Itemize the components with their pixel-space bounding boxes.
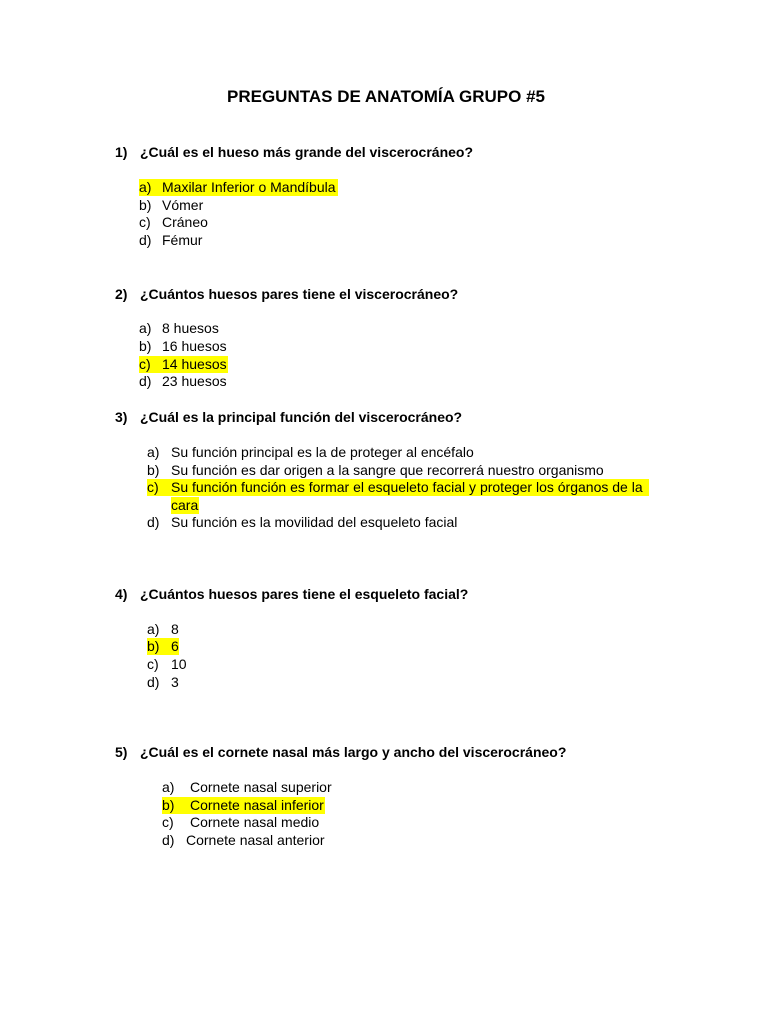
- option-text: Su función función es formar el esqueleto facial y proteger los órganos de la: [171, 479, 643, 495]
- option-text: Fémur: [162, 232, 203, 248]
- option-letter: a): [147, 444, 160, 460]
- question-number: 3): [115, 409, 128, 425]
- question-text: ¿Cuántos huesos pares tiene el viscerocráneo?: [140, 286, 459, 302]
- option-letter: c): [147, 479, 159, 495]
- answer-option-correct: [139, 179, 338, 196]
- option-text: Su función es dar origen a la sangre que recorrerá nuestro organismo: [171, 462, 604, 478]
- option-text: Su función principal es la de proteger al encéfalo: [171, 444, 474, 460]
- question-text: ¿Cuál es el hueso más grande del viscerocráneo?: [140, 144, 474, 160]
- option-letter: c): [139, 214, 151, 230]
- option-letter: c): [139, 356, 151, 372]
- question-number: 5): [115, 744, 128, 760]
- option-letter: a): [139, 179, 152, 195]
- answer-option-continuation: [171, 497, 199, 514]
- option-letter: a): [147, 621, 160, 637]
- option-letter: a): [139, 320, 152, 336]
- answer-option-correct: [147, 638, 179, 655]
- question-text: ¿Cuál es el cornete nasal más largo y ancho del viscerocráneo?: [140, 744, 567, 760]
- option-letter: d): [162, 832, 175, 848]
- option-letter: b): [147, 462, 160, 478]
- option-text: Cornete nasal medio: [190, 814, 320, 830]
- option-text: Maxilar Inferior o Mandíbula: [162, 179, 336, 195]
- option-text: 23 huesos: [162, 373, 227, 389]
- answer-option-correct: [147, 479, 649, 496]
- option-text: 3: [171, 674, 179, 690]
- option-text-continuation: cara: [171, 497, 199, 513]
- option-letter: c): [147, 656, 159, 672]
- option-text: Cornete nasal anterior: [186, 832, 325, 848]
- option-text: 6: [171, 638, 179, 654]
- option-letter: d): [139, 232, 152, 248]
- option-letter: c): [162, 814, 174, 830]
- option-text: Cornete nasal superior: [190, 779, 332, 795]
- question-number: 2): [115, 286, 128, 302]
- option-text: Vómer: [162, 197, 204, 213]
- answer-option-correct: [139, 356, 228, 373]
- option-letter: d): [139, 373, 152, 389]
- page-title: PREGUNTAS DE ANATOMÍA GRUPO #5: [227, 87, 545, 106]
- option-letter: b): [162, 797, 175, 813]
- option-text: 8: [171, 621, 179, 637]
- option-letter: a): [162, 779, 175, 795]
- option-letter: b): [139, 338, 152, 354]
- option-text: 16 huesos: [162, 338, 227, 354]
- option-text: 8 huesos: [162, 320, 219, 336]
- option-text: Cráneo: [162, 214, 208, 230]
- option-letter: b): [139, 197, 152, 213]
- question-number: 1): [115, 144, 128, 160]
- option-text: Su función es la movilidad del esqueleto facial: [171, 514, 458, 530]
- option-text: Cornete nasal inferior: [190, 797, 324, 813]
- option-letter: d): [147, 674, 160, 690]
- option-text: 10: [171, 656, 187, 672]
- question-text: ¿Cuántos huesos pares tiene el esqueleto facial?: [140, 586, 469, 602]
- option-text: 14 huesos: [162, 356, 227, 372]
- option-letter: d): [147, 514, 160, 530]
- option-letter: b): [147, 638, 160, 654]
- answer-option-correct: [162, 797, 325, 814]
- question-number: 4): [115, 586, 128, 602]
- question-text: ¿Cuál es la principal función del viscerocráneo?: [140, 409, 463, 425]
